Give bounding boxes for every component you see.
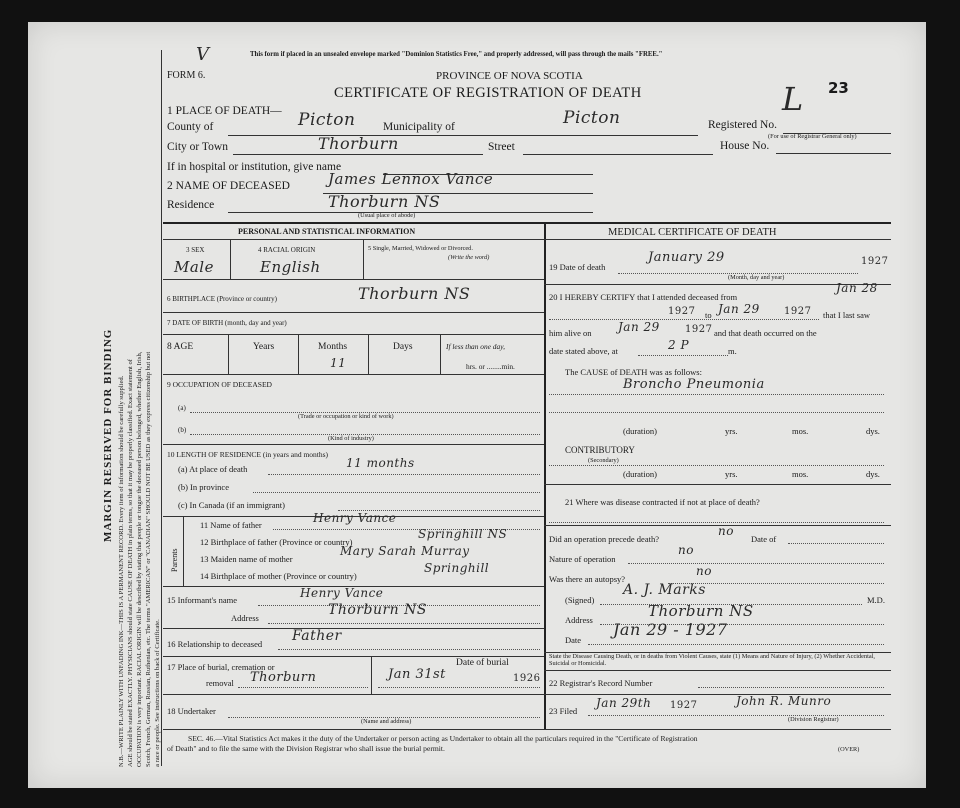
deceased-name-label: 2 NAME OF DECEASED <box>167 180 290 192</box>
occupation-a-caption: (Trade or occupation or kind of work) <box>298 413 394 420</box>
nature-operation-value: no <box>678 543 694 557</box>
burial-date-value: Jan 31st <box>388 667 446 682</box>
attended-to-value: Jan 29 <box>718 302 760 316</box>
racial-origin-value: English <box>260 258 321 276</box>
registered-no-label: Registered No. <box>708 119 777 131</box>
form-left-border <box>161 50 162 766</box>
mother-maiden-value: Mary Sarah Murray <box>340 544 470 558</box>
informant-label: 15 Informant's name <box>167 595 237 605</box>
attended-year2-value: 1927 <box>784 306 812 317</box>
contributory-label: CONTRIBUTORY <box>565 445 635 455</box>
certificate-title: CERTIFICATE OF REGISTRATION OF DEATH <box>334 85 642 101</box>
certificate-number: 23 <box>828 79 849 97</box>
residence-label: Residence <box>167 199 215 211</box>
house-no-label: House No. <box>720 140 770 152</box>
dob-label: 7 DATE OF BIRTH (month, day and year) <box>167 319 287 327</box>
certify-label: 20 I HEREBY CERTIFY that I attended deceased from <box>549 292 738 302</box>
date-of-label: Date of <box>751 534 777 544</box>
over-note: (OVER) <box>838 746 860 753</box>
yrs-label-1: yrs. <box>725 426 738 436</box>
duration-label-2: (duration) <box>623 469 657 479</box>
place-of-death-label: 1 PLACE OF DEATH— <box>167 105 282 117</box>
residence-value: Thorburn NS <box>328 192 441 211</box>
city-label: City or Town <box>167 141 228 153</box>
age-months-value: 11 <box>330 356 347 370</box>
father-name-label: 11 Name of father <box>200 520 262 530</box>
county-value: Picton <box>298 110 356 130</box>
signed-label: (Signed) <box>565 595 595 605</box>
month-day-year-note: (Month, day and year) <box>728 274 785 281</box>
operation-value: no <box>718 524 734 538</box>
length-residence-label: 10 LENGTH OF RESIDENCE (in years and months) <box>167 450 329 459</box>
md-label: M.D. <box>867 595 885 605</box>
margin-binding-label: MARGIN RESERVED FOR BINDING <box>102 328 114 542</box>
father-birthplace-value: Springhill NS <box>418 527 508 541</box>
autopsy-value: no <box>696 564 712 578</box>
burial-year-value: 1926 <box>513 673 541 684</box>
signed-value: A. J. Marks <box>623 582 706 598</box>
autopsy-label: Was there an autopsy? <box>549 574 626 584</box>
at-place-value: 11 months <box>346 456 415 470</box>
years-label: Years <box>253 342 275 352</box>
at-place-label: (a) At place of death <box>178 464 248 474</box>
margin-instruction-3: OCCUPATION is very important. RACIAL ORIGIN will be described by stating that people or tongue the deceased person belonged, whether English, Irish, <box>136 351 143 767</box>
registrar-signature: John R. Munro <box>736 694 832 708</box>
racial-origin-label: 4 RACIAL ORIGIN <box>258 246 316 254</box>
corner-mark: V <box>196 44 210 65</box>
age-label: 8 AGE <box>167 342 194 352</box>
cert-date-value: Jan 29 - 1927 <box>613 620 728 639</box>
hrs-min-label: hrs. or ........min. <box>466 362 515 371</box>
relationship-label: 16 Relationship to deceased <box>167 639 263 649</box>
last-saw-label: that I last saw <box>823 310 870 320</box>
mother-maiden-label: 13 Maiden name of mother <box>200 554 293 564</box>
dys-label-1: dys. <box>866 426 880 436</box>
death-certificate <box>28 22 926 788</box>
state-disease-note: State the Disease Causing Death, or in deaths from Violent Causes, state (1) Means and Nature of Injury, (2) Whether Accidental, Suicidal or Homicidal. <box>549 653 875 667</box>
sex-value: Male <box>174 258 214 276</box>
operation-label: Did an operation precede death? <box>549 534 659 544</box>
physician-address-value: Thorburn NS <box>648 602 754 620</box>
margin-instruction-1: N.B.—WRITE PLAINLY WITH UNFADING INK—THIS IS A PERMANENT RECORD. Every item of information should be carefully supplied. <box>118 375 125 767</box>
burial-place-value: Thorburn <box>250 670 317 685</box>
deceased-name-value: James Lennox Vance <box>328 170 494 188</box>
secondary-note: (Secondary) <box>588 457 619 464</box>
yrs-label-2: yrs. <box>725 469 738 479</box>
mos-label-2: mos. <box>792 469 809 479</box>
sec46-line1: SEC. 46.—Vital Statistics Act makes it the duty of the Undertaker or person acting as Undertaker to obtain all the particulars required in the "Certificate of Registration <box>188 734 698 743</box>
usual-abode-note: (Usual place of abode) <box>358 212 416 219</box>
registrar-record-label: 22 Registrar's Record Number <box>549 678 653 688</box>
page-mark: L <box>782 80 804 118</box>
time-suffix: m. <box>728 346 737 356</box>
division-registrar-note: (Division Registrar) <box>788 716 839 723</box>
municipality-label: Municipality of <box>383 121 455 133</box>
occupation-b-caption: (Kind of industry) <box>328 435 374 442</box>
burial-place-label: 17 Place of burial, cremation or <box>167 662 275 672</box>
sex-label: 3 SEX <box>186 246 205 254</box>
attended-from-value: Jan 28 <box>836 281 878 295</box>
cause-value: Broncho Pneumonia <box>623 377 765 392</box>
top-notice: This form if placed in an unsealed envelope marked "Dominion Statistics Free," and properly addressed, will pass through the mails "FREE." <box>250 51 663 58</box>
city-value: Thorburn <box>318 134 399 153</box>
informant-address-label: Address <box>231 613 259 623</box>
write-word-note: (Write the word) <box>448 254 490 261</box>
occupation-label: 9 OCCUPATION OF DECEASED <box>167 380 272 389</box>
removal-label: removal <box>206 678 234 688</box>
registrar-general-note: (For use of Registrar General only) <box>768 133 857 140</box>
filed-label: 23 Filed <box>549 706 578 716</box>
mos-label-1: mos. <box>792 426 809 436</box>
in-canada-label: (c) In Canada (if an immigrant) <box>178 500 285 510</box>
birthplace-label: 6 BIRTHPLACE (Province or country) <box>167 295 278 303</box>
mother-birthplace-label: 14 Birthplace of mother (Province or country) <box>200 571 357 581</box>
nature-operation-label: Nature of operation <box>549 554 616 564</box>
county-label: County of <box>167 121 214 133</box>
occupation-b-label: (b) <box>178 426 187 434</box>
cert-date-label: Date <box>565 635 582 645</box>
birthplace-value: Thorburn NS <box>358 284 471 303</box>
days-label: Days <box>393 342 413 352</box>
date-of-death-value: January 29 <box>648 250 725 265</box>
duration-label-1: (duration) <box>623 426 657 436</box>
margin-instruction-2: AGE should be stated EXACTLY. PHYSICIANS should state CAUSE OF DEATH in plain terms, so that it may be properly classified. Exact statement of <box>127 359 134 767</box>
him-alive-label: him alive on <box>549 328 592 338</box>
street-label: Street <box>488 141 515 153</box>
attended-year1-value: 1927 <box>668 306 696 317</box>
undertaker-label: 18 Undertaker <box>167 706 216 716</box>
q21-label: 21 Where was disease contracted if not at place of death? <box>565 497 760 507</box>
sec46-line2: of Death" and to file the same with the Division Registrar who shall issue the burial permit. <box>167 744 445 753</box>
medical-certificate-header: MEDICAL CERTIFICATE OF DEATH <box>608 227 777 238</box>
province-heading: PROVINCE OF NOVA SCOTIA <box>436 70 583 82</box>
death-occurred-label: and that death occurred on the <box>714 328 817 338</box>
to-label: to <box>705 310 712 320</box>
cause-label: The CAUSE of DEATH was as follows: <box>565 367 702 377</box>
filed-date-value: Jan 29th <box>596 696 652 710</box>
father-name-value: Henry Vance <box>313 511 397 525</box>
last-seen-year-value: 1927 <box>685 324 713 335</box>
date-stated-label: date stated above, at <box>549 346 618 356</box>
name-address-note: (Name and address) <box>361 718 412 725</box>
margin-instruction-5: a race or people. See instructions on back of Certificate. <box>154 619 161 767</box>
physician-address-label: Address <box>565 615 593 625</box>
binding-margin <box>40 82 180 767</box>
months-label: Months <box>318 342 348 352</box>
parents-label: Parents <box>170 548 179 572</box>
time-value: 2 P <box>668 338 690 352</box>
mother-birthplace-value: Springhill <box>424 561 490 575</box>
death-year-value: 1927 <box>861 256 889 267</box>
informant-value: Henry Vance <box>300 586 384 600</box>
hospital-label: If in hospital or institution, give name <box>167 161 342 173</box>
father-birthplace-label: 12 Birthplace of father (Province or country) <box>200 537 353 547</box>
margin-instruction-4: Scotch, French, German, Russian, Ruthenian, etc. The terms "AMERICAN" or "CANADIAN" SHOULD NOT BE USED as they express citizenship but not <box>145 351 152 767</box>
relationship-value: Father <box>292 628 342 644</box>
in-province-label: (b) In province <box>178 482 229 492</box>
form-number: FORM 6. <box>167 70 206 81</box>
informant-address-value: Thorburn NS <box>328 602 427 618</box>
occupation-a-label: (a) <box>178 404 186 412</box>
marital-status-label: 5 Single, Married, Widowed or Divorced. <box>368 245 473 252</box>
date-of-burial-label: Date of burial <box>456 658 509 668</box>
filed-year-value: 1927 <box>670 700 698 711</box>
dys-label-2: dys. <box>866 469 880 479</box>
last-seen-value: Jan 29 <box>618 320 660 334</box>
personal-info-header: PERSONAL AND STATISTICAL INFORMATION <box>238 227 416 236</box>
less-than-day-label: If less than one day, <box>446 342 505 351</box>
municipality-value: Picton <box>563 108 621 128</box>
date-of-death-label: 19 Date of death <box>549 262 606 272</box>
